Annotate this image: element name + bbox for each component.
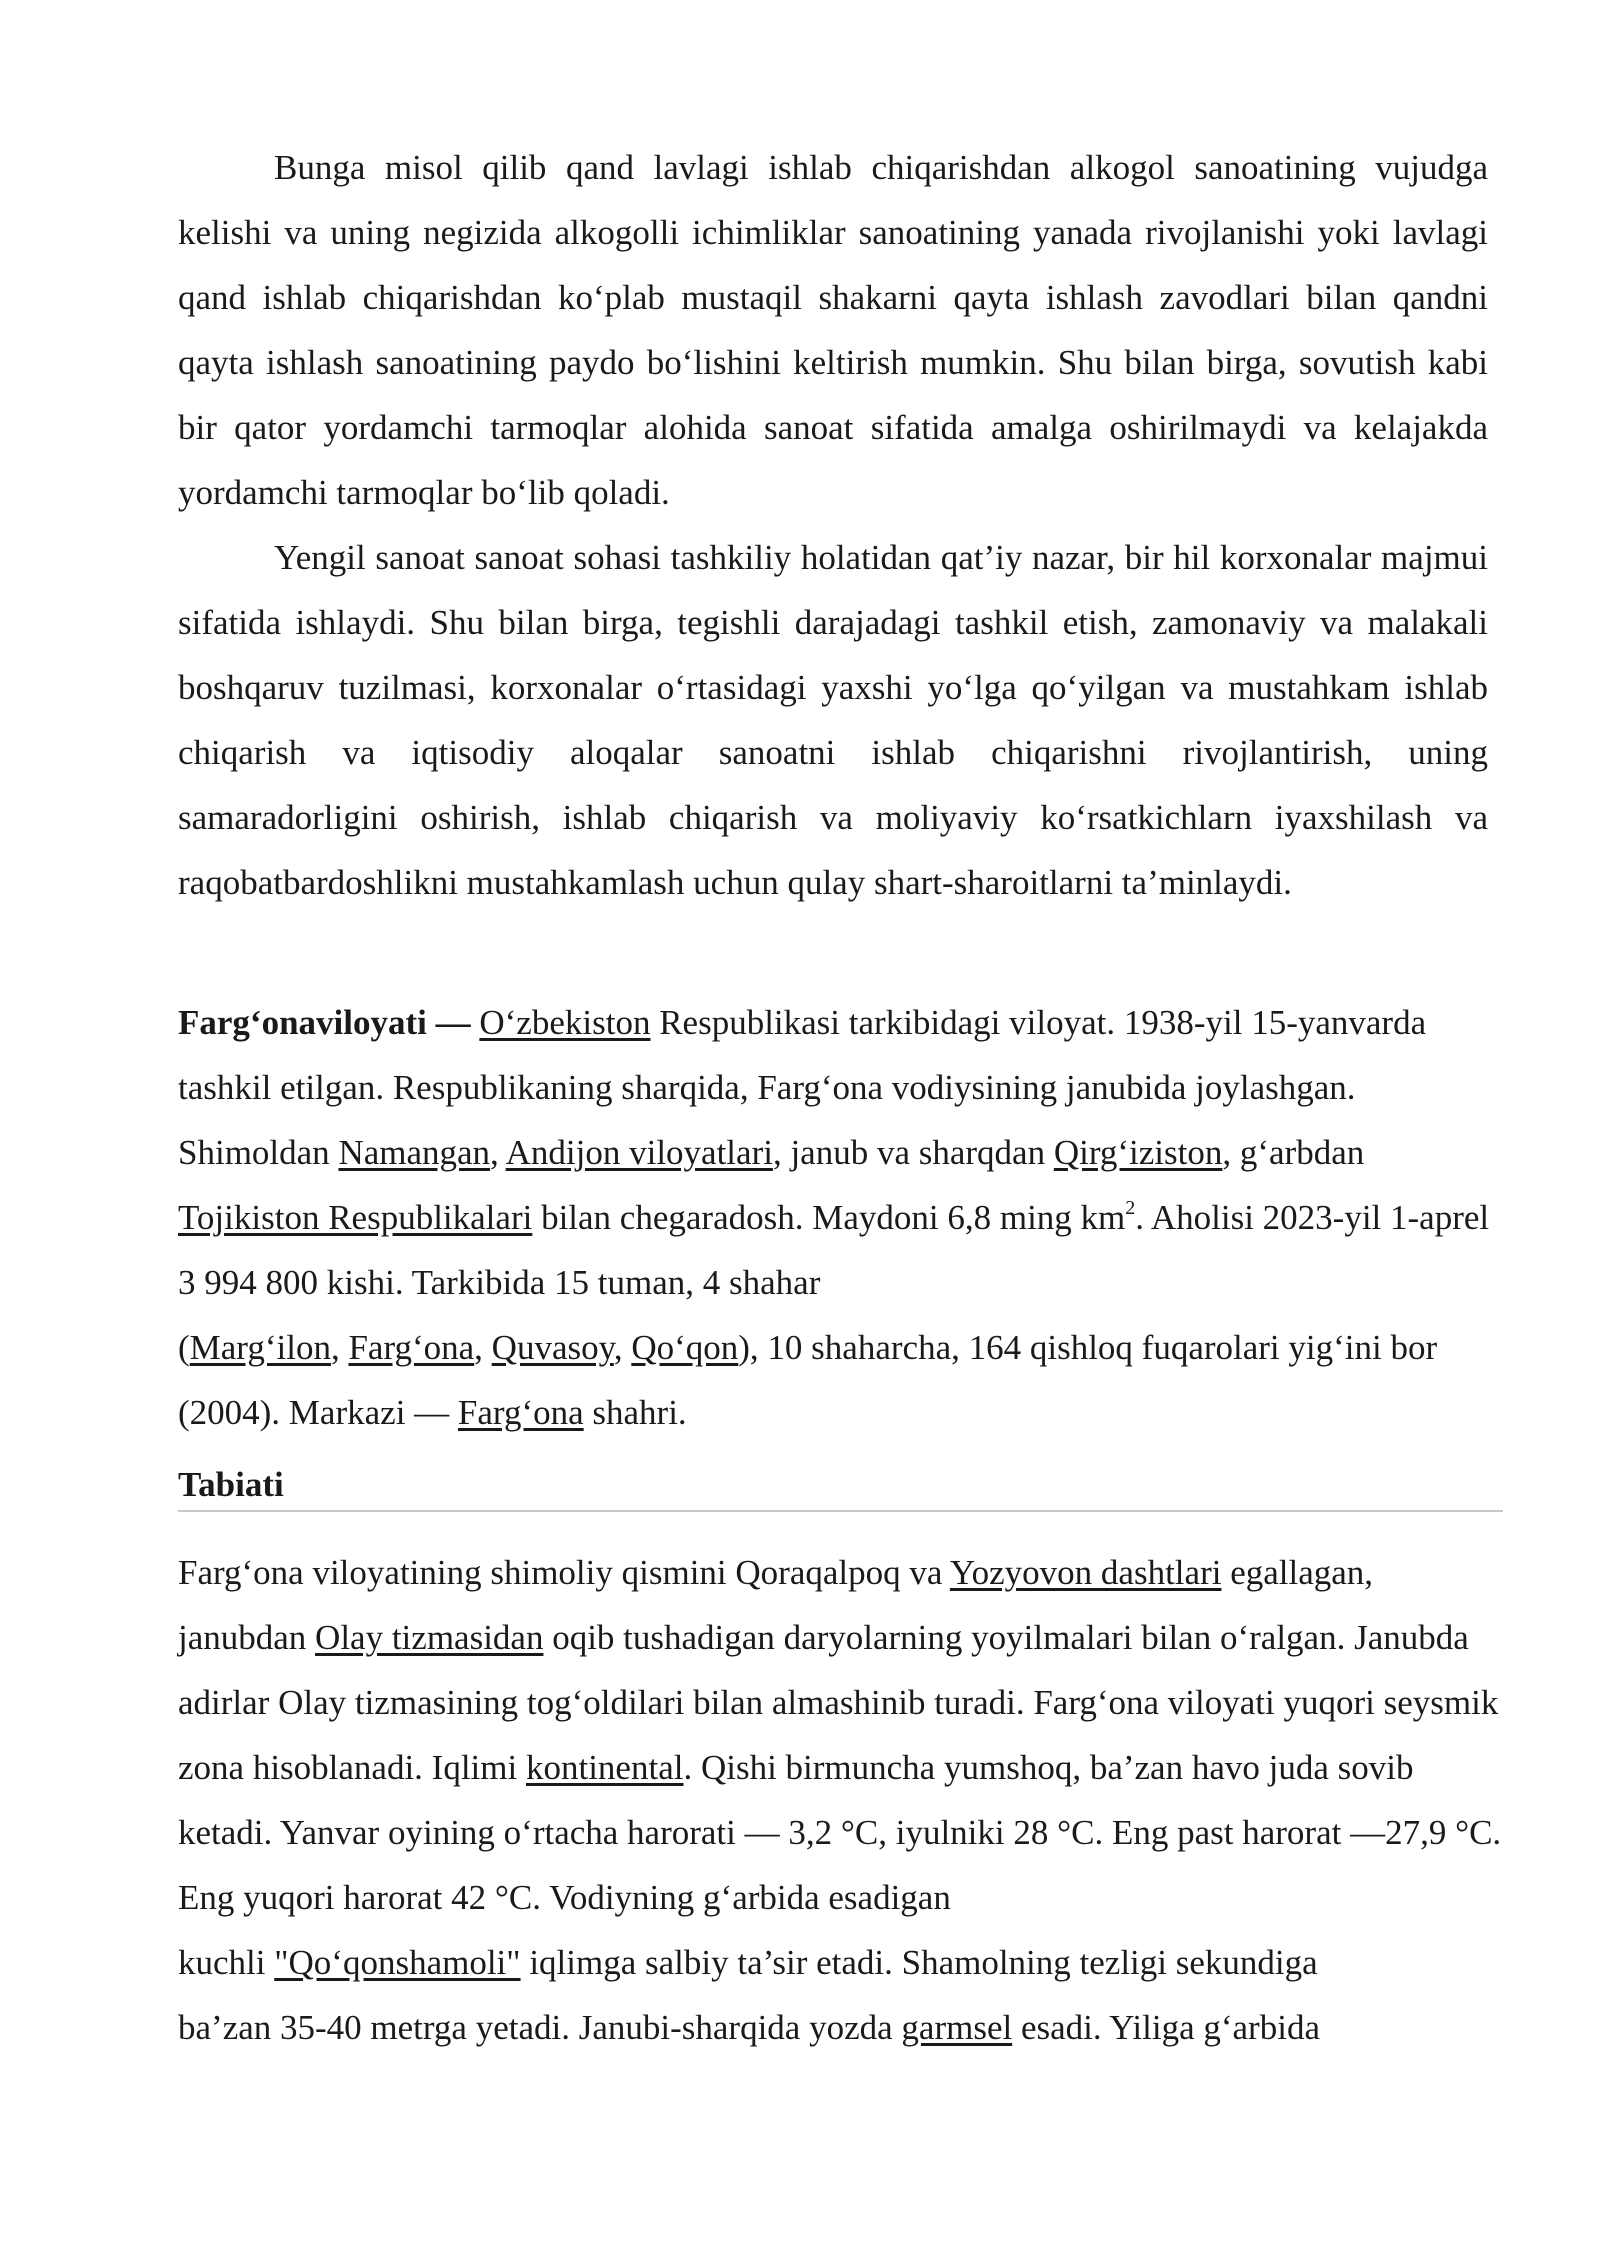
text-span: oqib tushadigan daryolarning yoyilmalari bilan o‘ralgan. Janubda adirlar Olay tizmasining tog‘oldilari bilan almashinib turadi. Farg‘ona viloyati yuqori seysmik zona hisoblanadi. Iqlimi [178,1618,1499,1787]
link-qirgiziston[interactable]: Qirg‘iziston [1053,1133,1223,1172]
text-span: bilan chegaradosh. Maydoni 6,8 ming km [532,1198,1126,1237]
text-span: kuchli [178,1943,275,1982]
link-fargona[interactable]: Farg‘ona [348,1328,475,1367]
text-span: , janub va sharqdan [772,1133,1054,1172]
link-olay[interactable]: Olay tizmasidan [315,1618,544,1657]
paragraph-intro: Bunga misol qilib qand lavlagi ishlab chiqarishdan alkogol sanoatining vujudga kelishi va uning negizida alkogolli ichimliklar sanoatining yanada rivojlanishi yoki lavlagi qand ishlab chiqarishdan ko‘plab mustaqil shakarni qayta ishlash zavodlari bilan qandni qayta ishlash sanoatining paydo bo‘lishini keltirish mumkin. Shu bilan birga, sovutish kabi bir qator yordamchi tarmoqlar alohida sanoat sifatida amalga oshirilmaydi va kelajakda yordamchi tarmoqlar bo‘lib qoladi. [178,148,1488,512]
text-span: . Aholisi 2023-yil 1-aprel 3 994 800 kishi. Tarkibida 15 tuman, 4 shahar [178,1198,1490,1302]
heading-divider [178,1510,1503,1512]
text-span: , [613,1328,632,1367]
text-span: iqlimga salbiy ta’sir etadi. Shamolning tezligi sekundiga [520,1943,1318,1982]
link-yozyovon[interactable]: Yozyovon dashtlari [949,1553,1222,1592]
superscript: 2 [1125,1197,1136,1219]
link-andijon[interactable]: Andijon viloyatlari [505,1133,773,1172]
link-qoqon[interactable]: Qo‘qon [631,1328,739,1367]
link-namangan[interactable]: Namangan [338,1133,491,1172]
link-garmsel[interactable]: garmsel [901,2008,1013,2047]
link-quvasoy[interactable]: Quvasoy [491,1328,614,1367]
text-span: ba’zan 35-40 metrga yetadi. Janubi-sharqida yozda [178,2008,902,2047]
text-span: egallagan, janubdan [178,1553,1374,1657]
link-uzbekiston[interactable]: O‘zbekiston [479,1003,651,1042]
text-span: , [330,1328,349,1367]
link-qoqon-shamoli[interactable]: "Qo‘qonshamoli" [274,1943,521,1982]
link-margilon[interactable]: Marg‘ilon [189,1328,331,1367]
text-span: esadi. Yiliga g‘arbida [1012,2008,1320,2047]
link-tojikiston[interactable]: Tojikiston Respublikalari [178,1198,533,1237]
text-span: , [474,1328,492,1367]
text-span: shahri. [583,1393,687,1432]
text-span: . Qishi birmuncha yumshoq, ba’zan havo juda sovib ketadi. Yanvar oyining o‘rtacha harorati — 3,2 °C, iyulniki 28 °C. Eng past harorat —27,9 °C. Eng yuqori harorat 42 °C. Vodiyning g‘arbida esadigan [178,1748,1502,1917]
text-span: ( [178,1328,190,1367]
section-heading-tabiati: Tabiati [178,1465,284,1504]
text-span: ), 10 shaharcha, 164 qishloq fuqarolari yig‘ini bor (2004). Markazi — [178,1328,1438,1432]
paragraph-nature [178,1540,1508,2060]
text-span: Respublikasi tarkibidagi viloyat. 1938-yil 15-yanvarda tashkil etilgan. Respublikaning sharqida, Farg‘ona vodiysining janubida joylashgan. Shimoldan [178,1003,1427,1172]
text-span: , g‘arbdan [1222,1133,1365,1172]
paragraph-fergana-region [178,990,1508,1445]
region-title: Farg‘onaviloyati — [178,1003,471,1042]
link-kontinental[interactable]: kontinental [525,1748,684,1787]
link-fargona-city[interactable]: Farg‘ona [457,1393,584,1432]
paragraph-light-industry: Yengil sanoat sanoat sohasi tashkiliy holatidan qat’iy nazar, bir hil korxonalar majmui sifatida ishlaydi. Shu bilan birga, tegishli darajadagi tashkil etish, zamonaviy va malakali boshqaruv tuzilmasi, korxonalar o‘rtasidagi yaxshi yo‘lga qo‘yilgan va mustahkam ishlab chiqarish va iqtisodiy aloqalar sanoatni ishlab chiqarishni rivojlantirish, uning samaradorligini oshirish, ishlab chiqarish va moliyaviy ko‘rsatkichlarn iyaxshilash va raqobatbardoshlikni mustahkamlash uchun qulay shart-sharoitlarni ta’minlaydi. [178,538,1488,902]
text-span: Farg‘ona viloyatining shimoliy qismini Qoraqalpoq va [178,1553,950,1592]
text-span: , [490,1133,506,1172]
